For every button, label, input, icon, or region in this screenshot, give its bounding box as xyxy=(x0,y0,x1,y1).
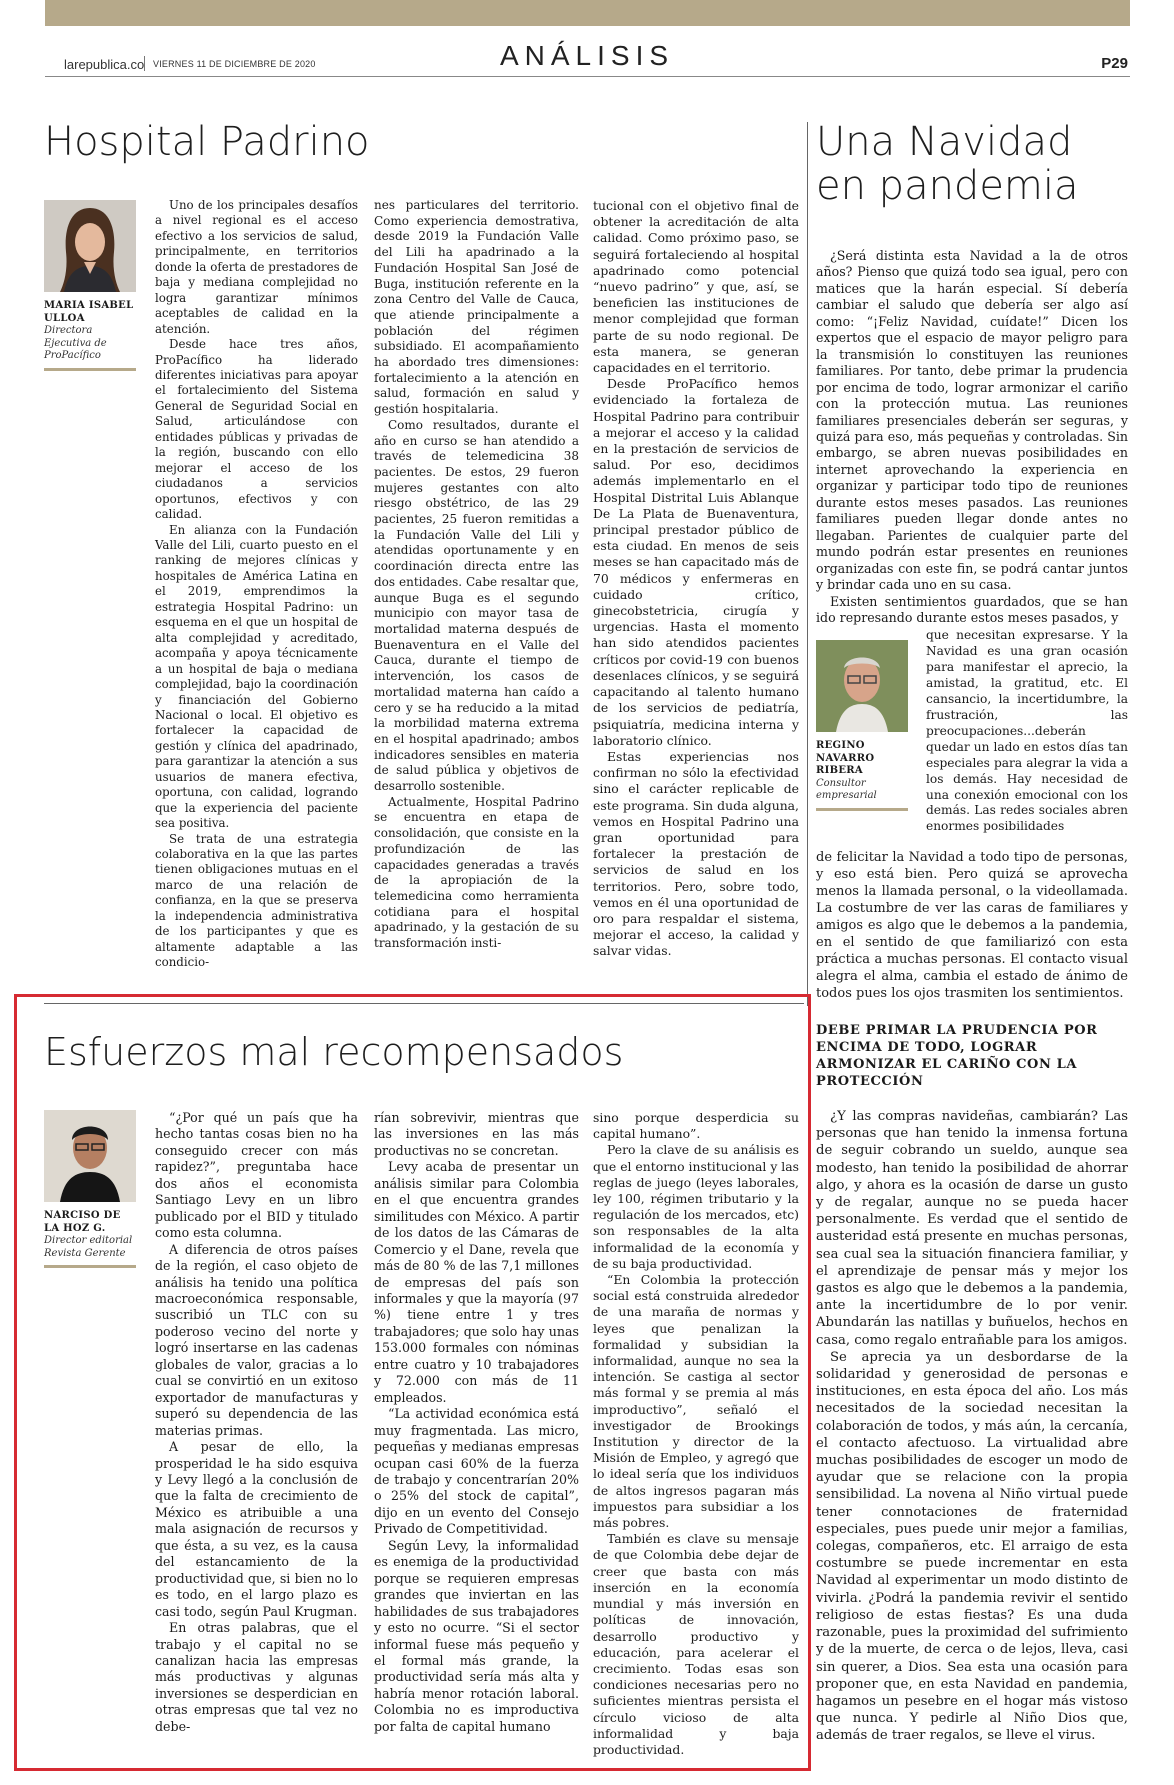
paragraph: Actualmente, Hospital Padrino se encuentra en etapa de consolidación, que consiste en la profundización de las capacidades generadas a través de la apropiación de la telemedicina como herramienta cotidiana para el hospital apadrinado, y la gestación de su transformación insti- xyxy=(374,794,579,951)
paragraph: Se trata de una estrategia colaborativa en la que las partes tienen obligaciones mutuas en el marco de una relación de confianza, en la que se preserva la independencia administrativa de los participantes y que es altamente adaptable a las condicio- xyxy=(155,831,358,970)
paragraph: Estas experiencias nos confirman no sólo la efectividad sino el carácter replicable de este programa. Sin duda alguna, vemos en Hospital Padrino una gran oportunidad para fortalecer la prestación de servicios de salud en los territorios. Pero, sobre todo, vemos en él una oportunidad de oro para respaldar el sistema, mejorar el acceso, la calidad y salvar vidas. xyxy=(593,748,799,959)
paragraph: Según Levy, la informalidad es enemiga de la productividad porque se requieren empresas grandes que inviertan en las habilidades de sus trabajadores y esto no ocurre. “Si el sector informal fuese más pequeño y el formal más grande, la productividad sería más alta y habría menor rotación laboral. Colombia no es improductiva por falta de capital humano xyxy=(374,1537,579,1734)
paragraph: ¿Será distinta esta Navidad a la de otros años? Pienso que quizá todo sea igual, pero con matices que la harán especial. Sí debería cambiar el saludo que debería ser algo así como: “¡Feliz Navidad, cuídate!” Dicen los expertos que el espacio de mayor peligro para la transmisión lo constituyen las reuniones familiares. Por tanto, debe primar la prudencia por encima de todo, lograr armonizar el cariño con la protección mutua. Las reuniones familiares presenciales deberán ser seguras, y quizá para eso, más pequeñas y controladas. Sin embargo, se abren nuevas posibilidades en internet aprovechando la experiencia en organizar y participar todo tipo de reuniones durante estos meses pasados. Las reuniones familiares pueden llegar donde antes no llegaban. Parientes de cualquier parte del mundo podrán estar presentes en reuniones organizadas con este fin, se podrá cantar juntos y brindar cada uno en su casa. xyxy=(816,248,1128,593)
author-underline xyxy=(816,808,908,811)
paragraph: Desde ProPacífico hemos evidenciado la fortaleza de Hospital Padrino para contribuir a mejorar el acceso y la calidad en la prestación de servicios de salud. Por eso, decidimos además implementarlo en el Hospital Distrital Luis Ablanque De La Plata de Buenaventura, principal prestador público de esta ciudad. En menos de seis meses se han capacitado más de 70 médicos y enfermeras en cuidado crítico, ginecobstetricia, cirugía y urgencias. Hasta el momento han sido atendidos pacientes críticos por covid-19 con buenos desenlaces clínicos, y se seguirá capacitando al talento humano de los servicios de pediatría, psiquiatría, medicina interna y laboratorio clínico. xyxy=(593,376,799,748)
author-name: MARIA ISABEL ULLOA xyxy=(44,300,134,324)
author-portrait-woman xyxy=(44,200,136,292)
page-number: P29 xyxy=(1101,55,1128,72)
article1-column-3 xyxy=(593,198,799,960)
paragraph: Pero la clave de su análisis es que el entorno institucional y las reglas de juego (leyes laborales, ley 100, régimen tributario y la regulación de los mercados, etc) son responsables de la alta informalidad de la economía y de su baja productividad. xyxy=(593,1142,799,1271)
article2-side-text xyxy=(926,628,1128,835)
author-name: NARCISO DE LA HOZ G. xyxy=(44,1210,121,1234)
article-title-navidad: Una Navidad en pandemia xyxy=(816,119,1079,209)
paragraph: Existen sentimientos guardados, que se han ido represando durante estos meses pasados, y xyxy=(816,593,1128,625)
article-title-esfuerzos: Esfuerzos mal recompensados xyxy=(44,1030,624,1074)
author-role: Directora Ejecutiva de ProPacífico xyxy=(44,325,107,361)
site-name[interactable]: larepublica.co xyxy=(64,57,145,72)
paragraph: nes particulares del territorio. Como experiencia demostrativa, desde 2019 la Fundación Valle del Lili ha apadrinado a la Fundación Hospital San José de Buga, institución referente en la zona Centro del Valle de Cauca, que atiende principalmente a población del régimen subsidiado. El acompañamiento ha abordado tres dimensiones: fortalecimiento a la atención en salud, formación en salud y gestión hospitalaria. xyxy=(374,198,579,417)
column-divider xyxy=(807,122,808,1006)
author-role: Consultor empresarial xyxy=(816,777,877,801)
author-photo-icon xyxy=(44,200,136,292)
author-role: Director editorial Revista Gerente xyxy=(44,1235,133,1259)
author-name: REGINO NAVARRO RIBERA xyxy=(816,740,875,776)
author-portrait-man-glasses xyxy=(816,640,908,732)
paragraph: En otras palabras, que el trabajo y el capital no se canalizan hacia las empresas más productivas y algunas inversiones se desperdician en otras empresas que tal vez no debe- xyxy=(155,1620,358,1734)
issue-date: VIERNES 11 DE DICIEMBRE DE 2020 xyxy=(153,59,316,69)
paragraph: Se aprecia ya un desbordarse de la solidaridad y generosidad de personas e instituciones, en esta época del año. Los más necesitados de la sociedad necesitan la colaboración de todos, y más aún, la cercanía, el contacto afectuoso. La virtualidad abre muchas posibilidades de escoger un modo de ayudar que se relacione con la propia sensibilidad. La novena al Niño virtual puede tener connotaciones de fraternidad especiales, pues puede unir mejor a familias, colegas, compañeros, etc. El arraigo de esta costumbre se puede incrementar en esta Navidad al experimentar un modo distinto de vivirla. ¿Podrá la pandemia revivir el sentido religioso de estas fiestas? Es una duda razonable, pues la proximidad del sufrimiento y de la muerte, de cerca o de lejos, lleva, casi sin querer, a Dios. Sea esta una ocasión para proponer que, en esta Navidad en pandemia, hagamos un pesebre en el hogar más vistoso que nunca. Y pedirle al Niño Dios que, además de traer regalos, se lleve el virus. xyxy=(816,1349,1128,1744)
author-underline xyxy=(44,368,136,371)
article-title-hospital-padrino: Hospital Padrino xyxy=(44,119,370,165)
paragraph: “En Colombia la protección social está construida alrededor de una maraña de normas y leyes que penalizan la formalidad y subsidian la informalidad, aunque no sea la intención. Se castiga al sector más formal y se premia al más improductivo”, señaló el investigador de Brookings Institution y director de la Misión de Empleo, y agregó que lo ideal sería que los individuos de altos ingresos pagaran más impuestos para subsidiar a los más pobres. xyxy=(593,1272,799,1531)
paragraph: sino porque desperdicia su capital humano”. xyxy=(593,1110,799,1142)
article1-column-2 xyxy=(374,198,579,952)
header-rule xyxy=(45,76,1130,77)
paragraph: A pesar de ello, la prosperidad le ha sido esquiva y Levy llegó a la conclusión de que la falta de crecimiento de México es atribuible a una mala asignación de recursos y que ésta, a su vez, es la causa del estancamiento de la productividad que, si bien no lo es todo, en el largo plazo es casi todo, según Paul Krugman. xyxy=(155,1439,358,1619)
paragraph: “La actividad económica está muy fragmentada. Las micro, pequeñas y medianas empresas ocupan casi 60% de la fuerza de trabajo y concentrarían 20% o 25% del stock de capital”, dijo en un evento del Consejo Privado de Competitividad. xyxy=(374,1406,579,1537)
article1-column-1 xyxy=(155,198,358,971)
paragraph: tucional con el objetivo final de obtener la acreditación de alta calidad. Como próximo paso, se seguirá fortaleciendo al hospital apadrinado como potencial “nuevo padrino” y que, así, se beneficien las instituciones de menor complejidad que forman parte de su nodo regional. De esta manera, se generan capacidades en el territorio. xyxy=(593,198,799,376)
paragraph: Uno de los principales desafíos a nivel regional es el acceso efectivo a los servicios de salud, principalmente, en territorios donde la oferta de prestadores de baja y mediana complejidad no logra garantizar mínimos aceptables de calidad en la atención. xyxy=(155,198,358,336)
paragraph: rían sobrevivir, mientras que las inversiones en las más productivas no se concretan. xyxy=(374,1110,579,1158)
paragraph: ¿Y las compras navideñas, cambiarán? Las personas que han tenido la inmensa fortuna de seguir cobrando un sueldo, aunque sea modesto, han tenido la posibilidad de ahorrar algo, y ahora es la ocasión de darse un gusto y de regalar, aunque no se pueda hacer personalmente. Es verdad que el sentido de austeridad está presente en muchas personas, sea cual sea la situación financiera familiar, y el aprendizaje de pensar más y mejor los gastos es algo que le debemos a la pandemia, ante la incertidumbre de lo por venir. Abundarán las natillas y buñuelos, hechos en casa, como regalo entrañable para los amigos. xyxy=(816,1109,1128,1348)
paragraph: En alianza con la Fundación Valle del Lili, cuarto puesto en el ranking de mejores clínicas y hospitales de América Latina en el 2019, emprendimos la estrategia Hospital Padrino: un esquema en el que un hospital de alta complejidad y acreditado, acompaña y apoya técnicamente a un hospital de baja o mediana complejidad, bajo la coordinación y financiación del Gobierno Nacional o local. El objetivo es fortalecer la capacidad de gestión y clínica del apadrinado, para garantizar la atención a sus usuarios de manera efectiva, oportuna, con calidad, logrando que la experiencia del paciente sea positiva. xyxy=(155,522,358,831)
paragraph: Levy acaba de presentar un análisis similar para Colombia en el que encuentra grandes similitudes con México. A partir de los datos de las Cámaras de Comercio y el Dane, revela que más de 80 % de las 7,1 millones de empresas del país son informales y que la mayoría (97 %) tiene entre 1 y tres trabajadores; que solo hay unas 153.000 formales con nóminas entre cuatro y 10 trabajadores y 72.000 con más de 11 empleados. xyxy=(374,1159,579,1405)
article2-bottom-text xyxy=(816,1108,1128,1745)
author-block-navarro xyxy=(816,640,908,811)
top-color-band xyxy=(45,0,1130,26)
paragraph: que necesitan expresarse. Y la Navidad es una gran ocasión para manifestar el aprecio, la amistad, la gratitud, etc. El cansancio, la incertidumbre, la frustración, las preocupaciones...deberán quedar un lado en estos días tan especiales para alegrar la vida a los demás. Hay necesidad de una conexión emocional con los demás. Las redes sociales abren enormes posibilidades xyxy=(926,628,1128,834)
paragraph: “¿Por qué un país que ha hecho tantas cosas bien no ha conseguido crecer con más rapidez?”, preguntaba hace dos años el economista Santiago Levy en un libro publicado por el BID y titulado como esta columna. xyxy=(155,1110,358,1241)
section-title: ANÁLISIS xyxy=(499,40,675,71)
pull-quote: DEBE PRIMAR LA PRUDENCIA POR ENCIMA DE TODO, LOGRAR ARMONIZAR EL CARIÑO CON LA PROTECCIÓN xyxy=(816,1023,1098,1089)
author-block-ulloa xyxy=(44,200,136,371)
article2-top-text xyxy=(816,248,1128,626)
highlight-frame xyxy=(14,994,811,1771)
paragraph: Como resultados, durante el año en curso se han atendido a través de telemedicina 38 pacientes. De estos, 29 fueron mujeres gestantes con alto riesgo obstétrico, de las 29 pacientes, 25 fueron remitidas a la Fundación Valle del Lili y atendidas oportunamente y en coordinación directa entre las dos entidades. Cabe resaltar que, aunque Buga es el segundo municipio con mayor tasa de mortalidad materna después de Buenaventura en el Valle del Cauca, durante el tiempo de intervención, los casos de mortalidad materna han caído a cero y se ha reducido a la mitad la morbilidad materna extrema en el hospital apadrinado; ambos indicadores sensibles en materia de salud pública y objetivos de desarrollo sostenible. xyxy=(374,417,579,794)
author-photo-icon xyxy=(816,640,908,732)
paragraph: de felicitar la Navidad a todo tipo de personas, y eso está bien. Pero quizá se aprovecha menos la llamada personal, o la videollamada. La costumbre de ver las caras de familiares y amigos es algo que le debemos a la pandemia, en el sentido de que familiarizó con esta práctica a muchas personas. El contacto visual alegra el alma, cambia el estado de ánimo de todos pues los ojos trasmiten los sentimientos. xyxy=(816,850,1128,1001)
paragraph: A diferencia de otros países de la región, el caso objeto de análisis ha tenido una política macroeconómica responsable, suscribió un TLC con su poderoso vecino del norte y logró insertarse en las cadenas globales de valor, gracias a lo cual se convirtió en un exitoso exportador de manufacturas y superó su dependencia de las materias primas. xyxy=(155,1241,358,1438)
paragraph: Desde hace tres años, ProPacífico ha liderado diferentes iniciativas para apoyar el fortalecimiento del Sistema General de Seguridad Social en Salud, articulándose con entidades públicas y privadas de la región, buscando con ello mejorar el acceso de los ciudadanos a servicios oportunos, efectivos y con calidad. xyxy=(155,337,358,522)
article2-mid-text xyxy=(816,850,1128,1003)
paragraph: También es clave su mensaje de que Colombia debe dejar de creer que basta con más inserción en la economía mundial y más inversión en políticas de innovación, desarrollo productivo y educación, para acelerar el crecimiento. Todas esas son condiciones necesarias pero no suficientes mientras persista el círculo vicioso de alta informalidad y baja productividad. xyxy=(593,1531,799,1757)
